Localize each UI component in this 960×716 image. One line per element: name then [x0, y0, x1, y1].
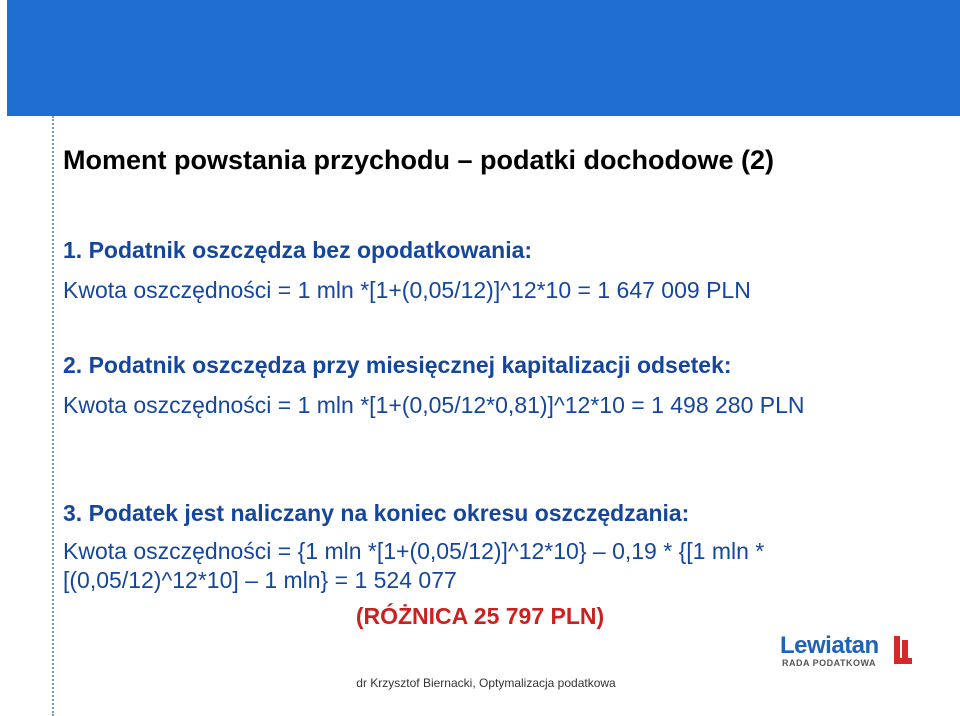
item-3-text: Kwota oszczędności = {1 mln *[1+(0,05/12)]^12*10} – 0,19 * {[1 mln * [(0,05/12)^12*10] – 1 mln} = 1 524 077 [63, 538, 765, 593]
logo-flag-icon [892, 636, 914, 666]
footer-author: dr Krzysztof Biernacki, Optymalizacja podatkowa [356, 676, 616, 690]
header-band [7, 0, 960, 116]
slide-title: Moment powstania przychodu – podatki dochodowe (2) [63, 145, 775, 175]
item-2-text: Kwota oszczędności = 1 mln *[1+(0,05/12*0,81)]^12*10 = 1 498 280 PLN [63, 392, 805, 418]
lewiatan-logo [780, 632, 915, 672]
item-1-text: Kwota oszczędności = 1 mln *[1+(0,05/12)]^12*10 = 1 647 009 PLN [63, 277, 751, 303]
logo-subtitle: RADA PODATKOWA [782, 658, 876, 668]
item-1-heading: 1. Podatnik oszczędza bez opodatkowania: [63, 237, 533, 263]
item-2-heading: 2. Podatnik oszczędza przy miesięcznej kapitalizacji odsetek: [63, 352, 732, 378]
difference-note: (RÓŻNICA 25 797 PLN) [355, 603, 605, 629]
logo-name: Lewiatan [780, 632, 879, 659]
item-3-heading: 3. Podatek jest naliczany na koniec okresu oszczędzania: [63, 500, 690, 526]
